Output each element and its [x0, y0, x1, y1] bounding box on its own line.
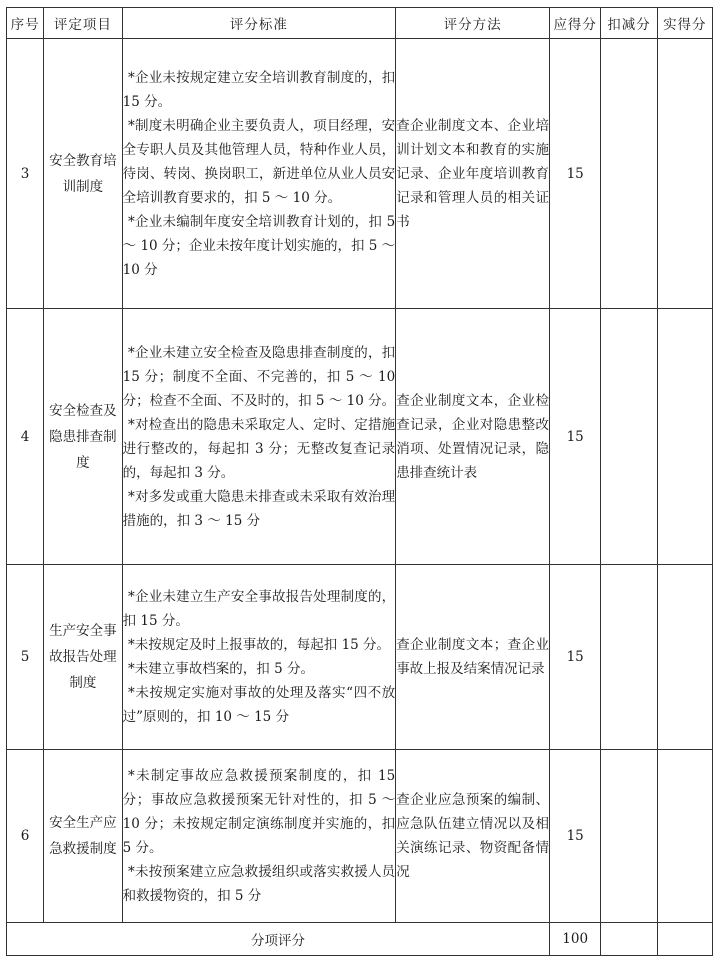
row-method: 查企业制度文本，企业检查记录，企业对隐患整改消项、处置情况记录，隐患排查统计表	[396, 309, 550, 565]
table-row	[7, 39, 713, 309]
header-item: 评定项目	[44, 8, 122, 39]
criteria-entry: * 对多发或重大隐患未排查或未采取有效治理措施的，扣 3 ～ 15 分	[123, 485, 396, 533]
criteria-entry: * 未建立事故档案的，扣 5 分。	[123, 657, 396, 681]
row-criteria	[122, 565, 396, 750]
total-row	[7, 923, 713, 956]
criteria-entry: * 未按规定实施对事故的处理及落实“四不放过”原则的，扣 10 ～ 15 分	[123, 681, 396, 729]
row-actual-score	[657, 750, 712, 923]
row-deduction	[601, 565, 657, 750]
criteria-entry: * 制度未明确企业主要负责人，项目经理，安全专职人员及其他管理人员，特种作业人员，待岗、转岗、换岗职工，新进单位从业人员安全培训教育要求的，扣 5 ～ 10 分。	[123, 114, 396, 210]
table-row	[7, 565, 713, 750]
criteria-entry: * 未制定事故应急救援预案制度的，扣 15 分；事故应急救援预案无针对性的，扣 5 ～ 10 分；未按规定制定演练制度并实施的，扣 5 分。	[123, 764, 396, 860]
row-method: 查企业应急预案的编制、应急队伍建立情况以及相关演练记录、物资配备情况	[396, 750, 550, 923]
header-criteria: 评分标准	[122, 8, 396, 39]
criteria-entry: * 企业未建立安全检查及隐患排查制度的，扣 15 分；制度不全面、不完善的，扣 5 ～ 10 分；检查不全面、不及时的，扣 5 ～ 10 分。	[123, 341, 396, 413]
total-deduction	[601, 923, 657, 956]
row-full-score: 15	[550, 39, 601, 309]
row-full-score: 15	[550, 750, 601, 923]
table-row	[7, 750, 713, 923]
row-full-score: 15	[550, 565, 601, 750]
header-full-score: 应得分	[550, 8, 601, 39]
scoring-table	[6, 7, 713, 956]
criteria-entry: * 企业未建立生产安全事故报告处理制度的，扣 15 分。	[123, 585, 396, 633]
row-deduction	[601, 309, 657, 565]
table-row	[7, 309, 713, 565]
row-method: 查企业制度文本、企业培训计划文本和教育的实施记录、企业年度培训教育记录和管理人员的相关证书	[396, 39, 550, 309]
header-method: 评分方法	[396, 8, 550, 39]
row-criteria	[122, 39, 396, 309]
row-item: 安全生产应急救援制度	[44, 750, 122, 923]
row-number: 6	[7, 750, 44, 923]
criteria-entry: * 对检查出的隐患未采取定人、定时、定措施进行整改的，每起扣 3 分；无整改复查记录的，每起扣 3 分。	[123, 413, 396, 485]
row-deduction	[601, 39, 657, 309]
row-criteria	[122, 750, 396, 923]
header-row	[7, 8, 713, 39]
total-full-score: 100	[550, 923, 601, 956]
row-deduction	[601, 750, 657, 923]
total-label: 分项评分	[7, 923, 550, 956]
row-actual-score	[657, 39, 712, 309]
row-method: 查企业制度文本；查企业事故上报及结案情况记录	[396, 565, 550, 750]
criteria-entry: * 未按规定及时上报事故的，每起扣 15 分。	[123, 633, 396, 657]
header-actual-score: 实得分	[657, 8, 712, 39]
total-actual-score	[657, 923, 712, 956]
row-actual-score	[657, 309, 712, 565]
criteria-entry: * 未按预案建立应急救援组织或落实救援人员和救援物资的，扣 5 分	[123, 860, 396, 908]
row-item: 安全教育培训制度	[44, 39, 122, 309]
criteria-entry: * 企业未按规定建立安全培训教育制度的，扣 15 分。	[123, 66, 396, 114]
row-item: 生产安全事故报告处理制度	[44, 565, 122, 750]
row-criteria	[122, 309, 396, 565]
row-number: 5	[7, 565, 44, 750]
header-deduction: 扣减分	[601, 8, 657, 39]
row-full-score: 15	[550, 309, 601, 565]
row-item: 安全检查及隐患排查制度	[44, 309, 122, 565]
row-number: 3	[7, 39, 44, 309]
criteria-entry: * 企业未编制年度安全培训教育计划的，扣 5 ～ 10 分；企业未按年度计划实施的，扣 5 ～ 10 分	[123, 210, 396, 282]
row-number: 4	[7, 309, 44, 565]
row-actual-score	[657, 565, 712, 750]
header-no: 序号	[7, 8, 44, 39]
